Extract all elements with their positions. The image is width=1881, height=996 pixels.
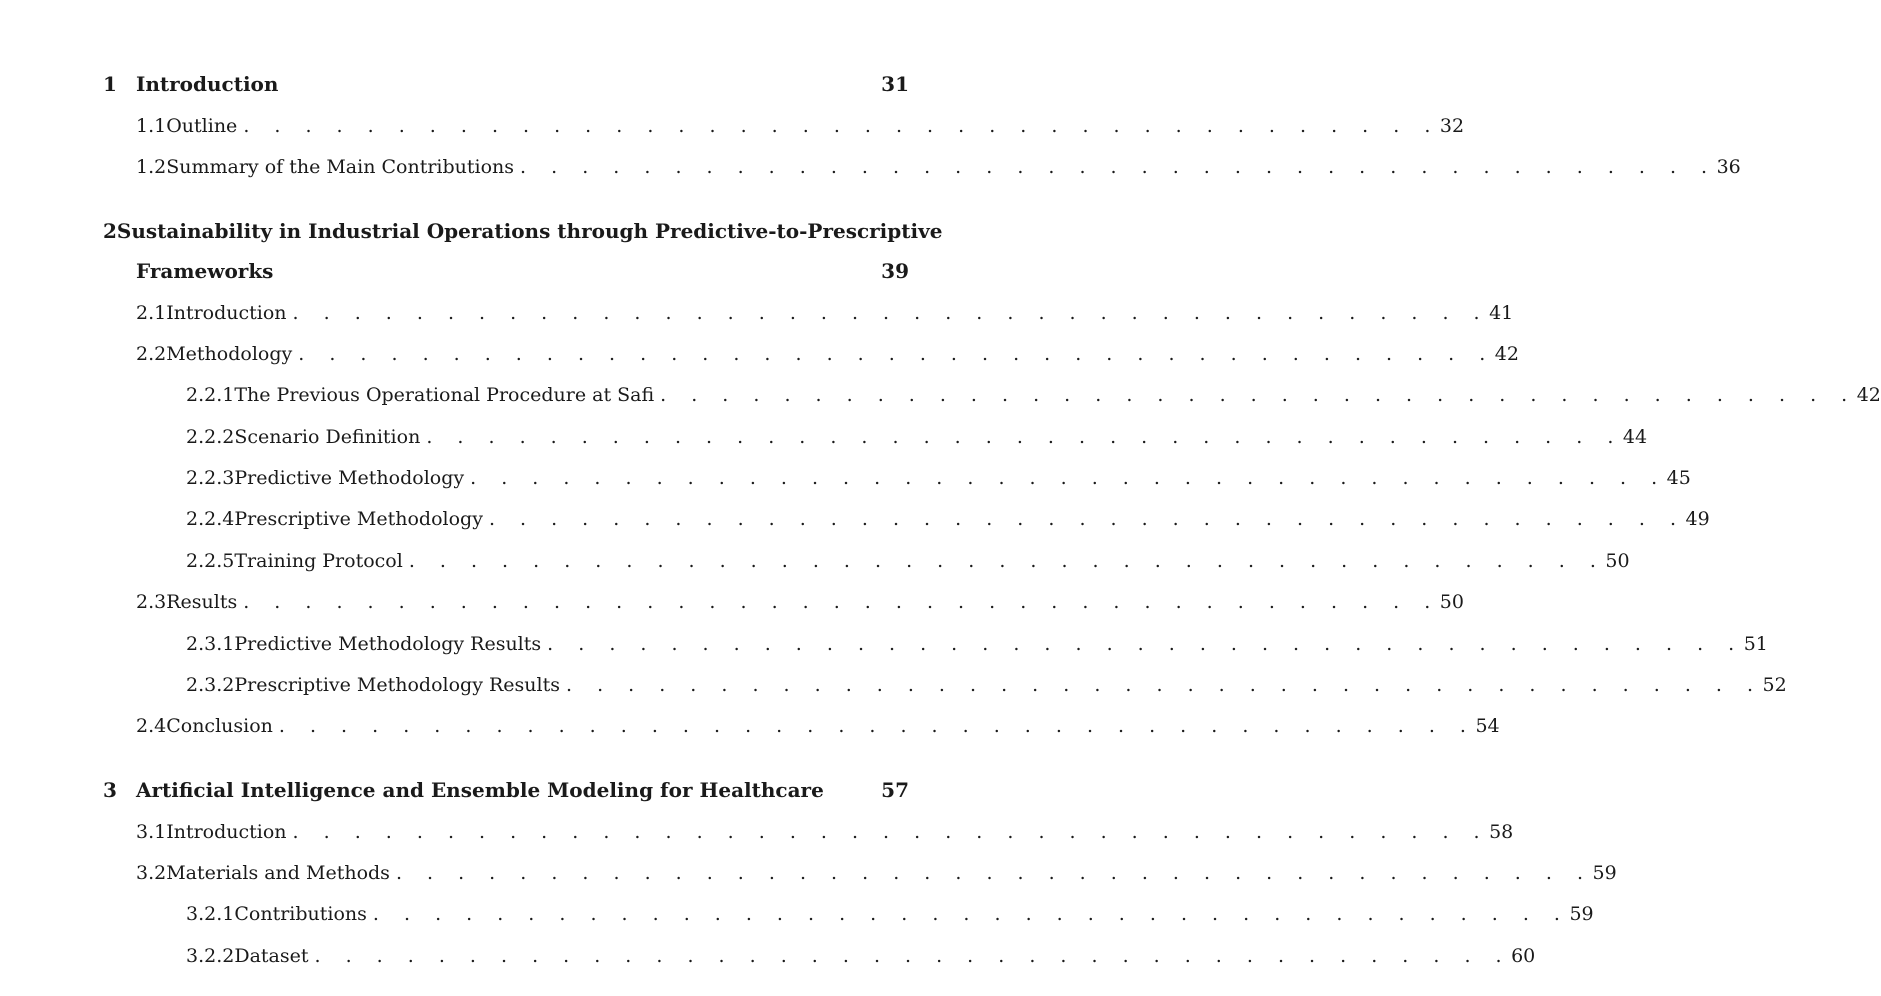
leader-dots: . . . . . . . . . . . . . . . . . . . . . . . . . . . . . . . . . . . . . . .: [292, 302, 1490, 324]
toc-subsection-2-3-1[interactable]: [186, 633, 1768, 655]
subsection-number: 2.2.4: [186, 508, 235, 530]
subsection-title: Scenario Definition: [234, 426, 421, 448]
toc-subsection-2-2-2[interactable]: [186, 426, 1648, 448]
leader-dots: . . . . . . . . . . . . . . . . . . . . . . . . . . . . . . . . . . . . . . .: [488, 508, 1686, 530]
toc-subsection-2-2-5[interactable]: [186, 550, 1630, 572]
page-number: 60: [1511, 945, 1536, 967]
page-number: 51: [1743, 633, 1768, 655]
toc-section-2-2[interactable]: [136, 343, 1519, 365]
leader-dots: . . . . . . . . . . . . . . . . . . . . . . . . . . . . . . . . . . . . . . .: [520, 156, 1717, 178]
section-number: 1.1: [136, 115, 167, 137]
chapter-title-line-1: Sustainability in Industrial Operations through Predictive-to-Prescriptive: [116, 219, 943, 243]
page-number: 54: [1475, 715, 1500, 737]
section-number: 1.2: [136, 156, 167, 178]
subsection-title: Predictive Methodology Results: [234, 633, 542, 655]
section-title: Introduction: [166, 821, 287, 843]
toc-subsection-2-2-1[interactable]: [186, 384, 1881, 406]
toc-section-3-1[interactable]: [136, 821, 1514, 843]
chapter-title-line-2: Frameworks: [136, 259, 274, 283]
section-number: 3.2: [136, 862, 167, 884]
page-number: 50: [1605, 550, 1630, 572]
subsection-title: Prescriptive Methodology Results: [234, 674, 560, 696]
leader-dots: . . . . . . . . . . . . . . . . . . . . . . . . . . . . . . . . . . . . . . .: [426, 426, 1623, 448]
page-number: 36: [1716, 156, 1741, 178]
toc-section-1-1[interactable]: [136, 115, 1465, 137]
leader-dots: . . . . . . . . . . . . . . . . . . . . . . . . . . . . . . . . . . . . . . .: [243, 115, 1440, 137]
toc-section-2-3[interactable]: [136, 591, 1464, 613]
leader-dots: . . . . . . . . . . . . . . . . . . . . . . . . . . . . . . . . . . . . . . .: [292, 821, 1490, 843]
page-number: 57: [881, 778, 909, 802]
leader-dots: . . . . . . . . . . . . . . . . . . . . . . . . . . . . . . . . . . . . . . .: [547, 633, 1744, 655]
subsection-number: 2.2.1: [186, 384, 235, 406]
section-number: 2.1: [136, 302, 167, 324]
section-title: Methodology: [166, 343, 293, 365]
section-title: Outline: [166, 115, 238, 137]
subsection-number: 3.2.2: [186, 945, 235, 967]
leader-dots: . . . . . . . . . . . . . . . . . . . . . . . . . . . . . . . . . . . . . . .: [372, 903, 1570, 925]
toc-subsection-2-3-2[interactable]: [186, 674, 1787, 696]
toc-subsection-2-2-4[interactable]: [186, 508, 1710, 530]
subsection-number: 2.2.3: [186, 467, 235, 489]
leader-dots: . . . . . . . . . . . . . . . . . . . . . . . . . . . . . . . . . . . . . . .: [298, 343, 1495, 365]
subsection-title: Dataset: [234, 945, 309, 967]
page-number: 42: [1494, 343, 1519, 365]
page-number: 44: [1622, 426, 1648, 448]
toc-chapter-1[interactable]: [103, 72, 909, 96]
subsection-number: 2.2.5: [186, 550, 235, 572]
toc-chapter-2-continued[interactable]: [103, 259, 909, 283]
leader-dots: . . . . . . . . . . . . . . . . . . . . . . . . . . . . . . . . . . . . . . .: [314, 945, 1512, 967]
toc-section-1-2[interactable]: [136, 156, 1741, 178]
toc-chapter-3[interactable]: [103, 778, 909, 802]
page-number: 59: [1592, 862, 1617, 884]
section-title: Results: [166, 591, 238, 613]
chapter-title: Introduction: [136, 72, 279, 96]
section-title: Conclusion: [166, 715, 273, 737]
chapter-title: Artificial Intelligence and Ensemble Modeling for Healthcare: [136, 778, 824, 802]
page-number: 45: [1666, 467, 1691, 489]
page-number: 42: [1856, 384, 1881, 406]
toc-subsection-3-2-2[interactable]: [186, 945, 1536, 967]
chapter-number: 1: [103, 72, 117, 96]
leader-dots: . . . . . . . . . . . . . . . . . . . . . . . . . . . . . . . . . . . . . . .: [470, 467, 1667, 489]
page-number: 32: [1439, 115, 1465, 137]
leader-dots: . . . . . . . . . . . . . . . . . . . . . . . . . . . . . . . . . . . . . . .: [395, 862, 1593, 884]
section-title: Introduction: [166, 302, 287, 324]
subsection-title: Contributions: [234, 903, 367, 925]
section-number: 2.3: [136, 591, 167, 613]
page-number: 31: [881, 72, 909, 96]
chapter-number: 3: [103, 778, 117, 802]
toc-chapter-2[interactable]: [103, 219, 943, 243]
section-title: Summary of the Main Contributions: [166, 156, 515, 178]
subsection-title: The Previous Operational Procedure at Safi: [234, 384, 655, 406]
subsection-title: Predictive Methodology: [234, 467, 465, 489]
page-number: 50: [1439, 591, 1464, 613]
subsection-number: 3.2.1: [186, 903, 235, 925]
leader-dots: . . . . . . . . . . . . . . . . . . . . . . . . . . . . . . . . . . . . . . .: [660, 384, 1857, 406]
leader-dots: . . . . . . . . . . . . . . . . . . . . . . . . . . . . . . . . . . . . . . .: [278, 715, 1476, 737]
subsection-number: 2.2.2: [186, 426, 235, 448]
toc-subsection-3-2-1[interactable]: [186, 903, 1594, 925]
toc-section-2-4[interactable]: [136, 715, 1500, 737]
page-number: 52: [1762, 674, 1787, 696]
subsection-number: 2.3.1: [186, 633, 235, 655]
subsection-number: 2.3.2: [186, 674, 235, 696]
page-number: 49: [1685, 508, 1710, 530]
chapter-number: 2: [103, 219, 117, 243]
toc-section-2-1[interactable]: [136, 302, 1514, 324]
toc-subsection-2-2-3[interactable]: [186, 467, 1691, 489]
leader-dots: . . . . . . . . . . . . . . . . . . . . . . . . . . . . . . . . . . . . . . .: [243, 591, 1440, 613]
leader-dots: . . . . . . . . . . . . . . . . . . . . . . . . . . . . . . . . . . . . . . .: [565, 674, 1763, 696]
page-number: 41: [1489, 302, 1514, 324]
page-number: 59: [1569, 903, 1594, 925]
subsection-title: Training Protocol: [234, 550, 403, 572]
section-number: 2.2: [136, 343, 167, 365]
section-number: 2.4: [136, 715, 167, 737]
section-number: 3.1: [136, 821, 167, 843]
page-number: 58: [1489, 821, 1514, 843]
page-number: 39: [881, 259, 909, 283]
toc-section-3-2[interactable]: [136, 862, 1617, 884]
leader-dots: . . . . . . . . . . . . . . . . . . . . . . . . . . . . . . . . . . . . . . .: [408, 550, 1606, 572]
subsection-title: Prescriptive Methodology: [234, 508, 483, 530]
section-title: Materials and Methods: [166, 862, 390, 884]
